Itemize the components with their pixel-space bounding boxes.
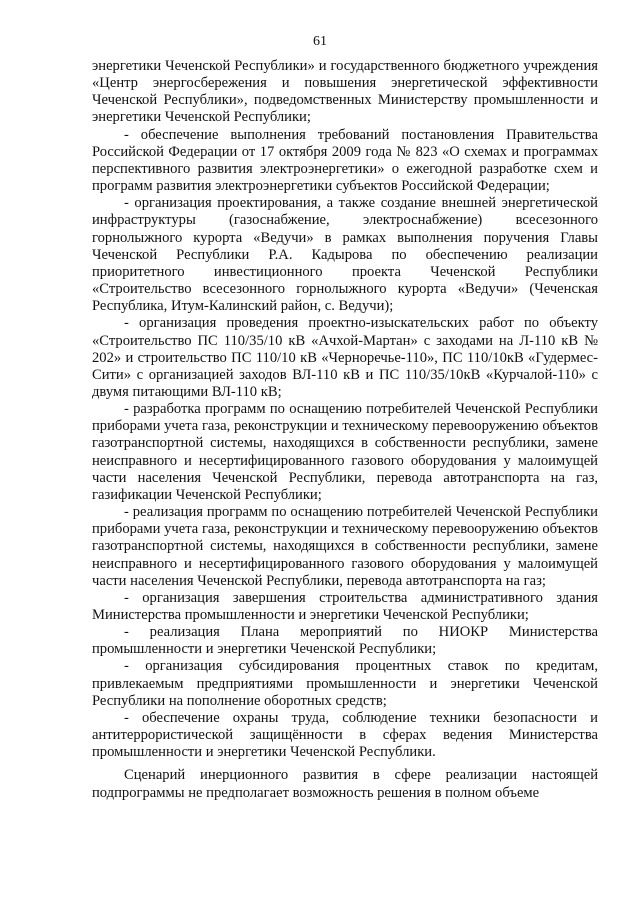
- page-number: 61: [313, 34, 327, 49]
- list-item: - реализация Плана мероприятий по НИОКР Министерства промышленности и энергетики Чеченской Республики;: [92, 624, 598, 658]
- list-item: - обеспечение выполнения требований постановления Правительства Российской Федерации от 17 октября 2009 года № 823 «О схемах и программах перспективного развития электроэнергетики» о ежегодной разработке схем и программ развития электроэнергетики субъектов Российской Федерации;: [92, 126, 598, 195]
- paragraph-scenario: Сценарий инерционного развития в сфере реализации настоящей подпрограммы не предполагает возможность решения в полном объеме: [92, 767, 598, 801]
- paragraph-continuation: энергетики Чеченской Республики» и государственного бюджетного учреждения «Центр энергосбережения и повышения энергетической эффективности Чеченской Республики», подведомственных Министерству промышленности и энергетики Чеченской Республики;: [92, 58, 598, 126]
- list-item: - разработка программ по оснащению потребителей Чеченской Республики приборами учета газа, реконструкции и техническому перевооружению объектов газотранспортной системы, находящихся в собственности республики, замене неисправного и несертифицированного газового оборудования у малоимущей части населения Чеченской Республики, перевода автотранспорта на газ, газификации Чеченской Республики;: [92, 401, 598, 503]
- list-item: - организация субсидирования процентных ставок по кредитам, привлекаемым предприятиями промышленности и энергетики Чеченской Республики на пополнение оборотных средств;: [92, 658, 598, 709]
- list-item: - обеспечение охраны труда, соблюдение техники безопасности и антитеррористической защищённости в сферах ведения Министерства промышленности и энергетики Чеченской Республики.: [92, 709, 598, 761]
- list-item: - реализация программ по оснащению потребителей Чеченской Республики приборами учета газа, реконструкции и техническому перевооружению объектов газотранспортной системы, находящихся в собственности республики, замене неисправного и несертифицированного газового оборудования у малоимущей части населения Чеченской Республики, перевода автотранспорта на газ;: [92, 504, 598, 589]
- list-item: - организация проектирования, а также создание внешней энергетической инфраструктуры (газоснабжение, электроснабжение) всесезонного горнолыжного курорта «Ведучи» в рамках выполнения поручения Главы Чеченской Республики Р.А. Кадырова по обеспечению реализации приоритетного инвестиционного проекта Чеченской Республики «Строительство всесезонного горнолыжного курорта «Ведучи» (Чеченская Республика, Итум-Калинский район, с. Ведучи);: [92, 195, 598, 315]
- list-item: - организация проведения проектно-изыскательских работ по объекту «Строительство ПС 110/35/10 кВ «Ачхой-Мартан» с заходами на Л-110 кВ № 202» и строительство ПС 110/10 кВ «Черноречье-110», ПС 110/10кВ «Гудермес-Сити» с организацией заходов ВЛ-110 кВ и ПС 110/35/10кВ «Курчалой-110» с двумя питающими ВЛ-110 кВ;: [92, 315, 598, 400]
- document-body: [92, 58, 598, 802]
- list-item: - организация завершения строительства административного здания Министерства промышленности и энергетики Чеченской Республики;: [92, 589, 598, 623]
